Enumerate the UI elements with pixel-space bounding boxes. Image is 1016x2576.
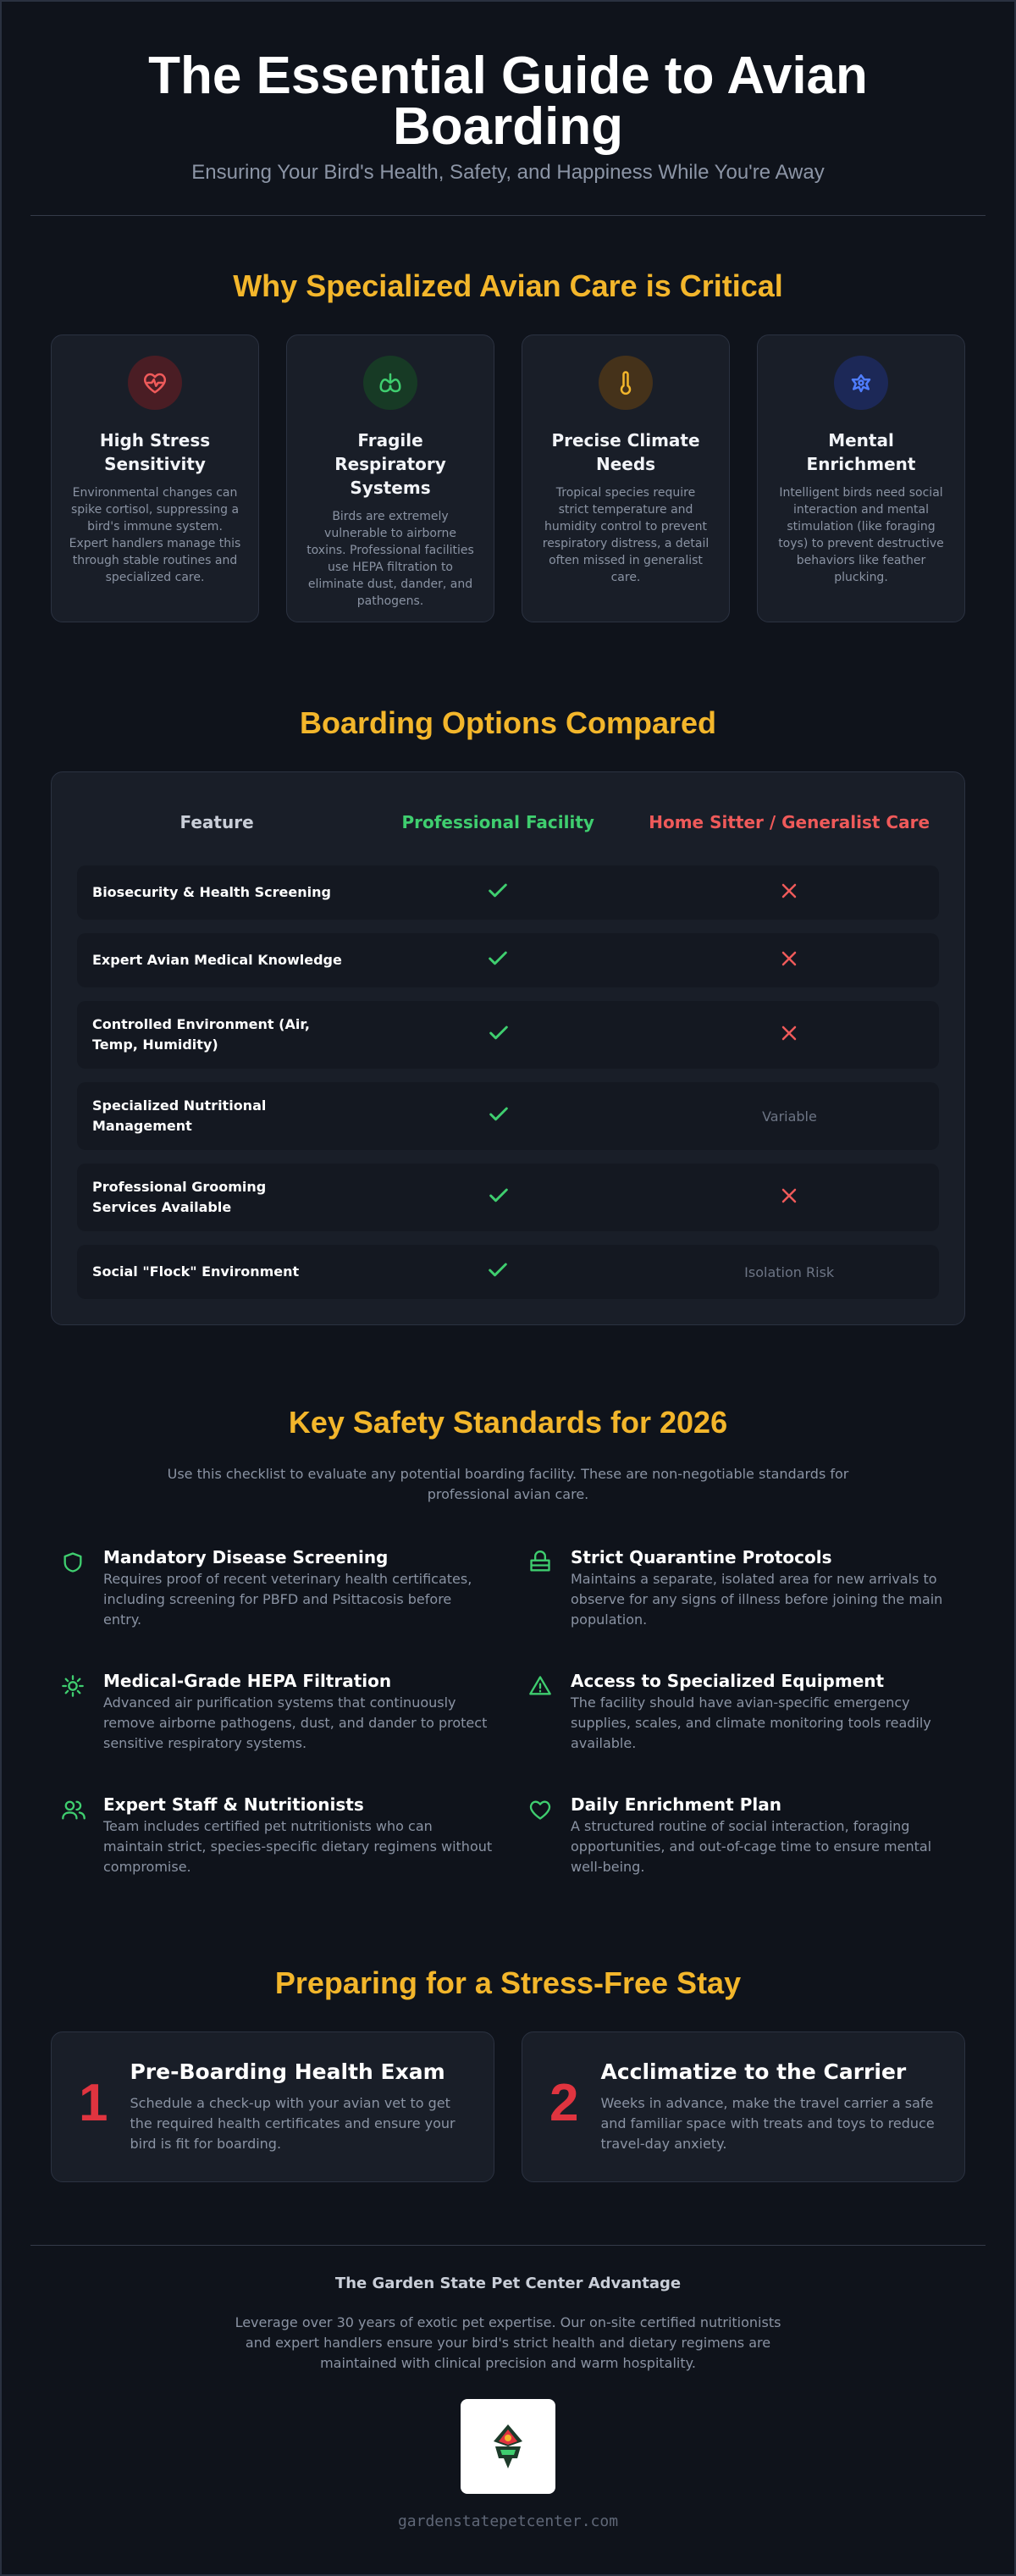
table-row — [77, 1164, 939, 1231]
page-title: The Essential Guide to Avian Boarding — [148, 47, 868, 156]
brain-icon — [834, 356, 888, 410]
safety-checklist — [61, 1547, 986, 1877]
step-number: 2 — [549, 2074, 579, 2132]
safety-intro: Use this checklist to evaluate any potential boarding facility. These are non-negotiable standards for professional avian care. — [167, 1466, 849, 1502]
divider — [30, 2245, 986, 2246]
check-icon — [487, 1184, 511, 1208]
row-label: Expert Avian Medical Knowledge — [92, 952, 342, 968]
table-row — [77, 1001, 939, 1069]
divider — [30, 215, 986, 216]
cross-icon — [779, 1186, 799, 1206]
heart-icon — [528, 1798, 552, 1821]
brand-logo — [461, 2399, 555, 2494]
step-card — [51, 2032, 494, 2182]
cross-icon — [779, 1023, 799, 1043]
comparison-table — [51, 771, 965, 1325]
check-icon — [487, 1103, 511, 1126]
check-icon — [487, 1021, 511, 1045]
standard-item — [528, 1794, 996, 1877]
row-label: Professional Grooming Services Available — [92, 1179, 267, 1215]
cross-icon — [779, 881, 799, 901]
card-text: Tropical species require strict temperature and humidity control to prevent respiratory distress, a detail often missed in generalist care. — [542, 486, 710, 584]
footer-title: The Garden State Pet Center Advantage — [334, 2275, 682, 2292]
step-text: Weeks in advance, make the travel carrier a safe and familiar space with treats and toys to reduce travel-day anxiety. — [600, 2095, 935, 2152]
card-high-stress — [51, 334, 259, 622]
standard-item — [528, 1547, 996, 1630]
prepare-section-title: Preparing for a Stress-Free Stay — [274, 1965, 742, 2000]
step-card — [522, 2032, 965, 2182]
card-text: Birds are extremely vulnerable to airborne toxins. Professional facilities use HEPA filtration to eliminate dust, dander, and pathogens. — [306, 510, 474, 608]
table-row — [77, 865, 939, 920]
card-climate — [522, 334, 730, 622]
row-label: Specialized Nutritional Management — [92, 1097, 267, 1134]
check-icon — [486, 1258, 510, 1282]
card-respiratory — [286, 334, 494, 622]
standard-item — [61, 1794, 528, 1877]
standard-title: Mandatory Disease Screening — [103, 1547, 389, 1567]
heart-pulse-icon — [128, 356, 182, 410]
header — [30, 0, 986, 185]
standard-item — [61, 1547, 528, 1630]
standard-item — [528, 1671, 996, 1754]
why-section-title: Why Specialized Avian Care is Critical — [233, 268, 783, 303]
page-subtitle: Ensuring Your Bird's Health, Safety, and Happiness While You're Away — [191, 161, 825, 184]
header-feature: Feature — [179, 812, 254, 832]
step-number: 1 — [79, 2074, 108, 2132]
table-header — [77, 793, 939, 852]
standard-text: A structured routine of social interaction, foraging opportunities, and out-of-cage time to ensure mental well-being. — [571, 1818, 932, 1875]
thermometer-icon — [599, 356, 653, 410]
basket-icon — [528, 1551, 552, 1574]
cross-icon — [779, 948, 799, 969]
table-row — [77, 1082, 939, 1150]
header-home: Home Sitter / Generalist Care — [649, 812, 930, 832]
card-enrichment — [757, 334, 965, 622]
check-icon — [486, 879, 510, 903]
standard-text: Requires proof of recent veterinary health certificates, including screening for PBFD and Psittacosis before entry. — [103, 1571, 472, 1628]
footer-url[interactable]: gardenstatepetcenter.com — [397, 2512, 619, 2530]
warning-icon — [528, 1674, 552, 1698]
step-title: Acclimatize to the Carrier — [600, 2059, 907, 2084]
table-row — [77, 1245, 939, 1299]
users-icon — [61, 1798, 86, 1821]
standard-title: Expert Staff & Nutritionists — [103, 1794, 364, 1815]
card-text: Environmental changes can spike cortisol, suppressing a bird's immune system. Expert handlers manage this through stable routines and specialized care. — [69, 486, 241, 584]
page-content — [30, 0, 986, 2530]
standard-title: Medical-Grade HEPA Filtration — [103, 1671, 392, 1691]
shield-icon — [61, 1551, 85, 1574]
standard-title: Strict Quarantine Protocols — [571, 1547, 832, 1567]
header-professional: Professional Facility — [401, 812, 594, 832]
standard-text: Advanced air purification systems that continuously remove airborne pathogens, dust, and dander to protect sensitive respiratory systems. — [103, 1694, 488, 1751]
standard-text: Team includes certified pet nutritionists who can maintain strict, species-specific dietary regimens without compromise. — [103, 1818, 493, 1875]
table-row — [77, 933, 939, 987]
standard-text: The facility should have avian-specific emergency supplies, scales, and climate monitoring tools readily available. — [571, 1694, 931, 1751]
lungs-icon — [363, 356, 417, 410]
card-title: High Stress Sensitivity — [99, 430, 211, 474]
step-text: Schedule a check-up with your avian vet to get the required health certificates and ensure your bird is fit for boarding. — [130, 2095, 456, 2152]
row-label: Controlled Environment (Air, Temp, Humidity) — [92, 1016, 310, 1053]
step-title: Pre-Boarding Health Exam — [130, 2059, 445, 2084]
standard-title: Daily Enrichment Plan — [571, 1794, 781, 1815]
card-title: Fragile Respiratory Systems — [334, 430, 446, 498]
row-label: Biosecurity & Health Screening — [92, 884, 331, 900]
compare-section-title: Boarding Options Compared — [299, 705, 716, 740]
card-title: Precise Climate Needs — [551, 430, 700, 474]
why-cards — [51, 334, 965, 622]
standard-text: Maintains a separate, isolated area for new arrivals to observe for any signs of illness before joining the main population. — [571, 1571, 943, 1628]
standard-item — [61, 1671, 528, 1754]
home-value: Variable — [762, 1108, 817, 1125]
row-label: Social "Flock" Environment — [92, 1263, 300, 1280]
home-value: Isolation Risk — [744, 1263, 835, 1280]
safety-section-title: Key Safety Standards for 2026 — [288, 1405, 728, 1440]
card-title: Mental Enrichment — [806, 430, 916, 474]
footer-text: Leverage over 30 years of exotic pet expertise. Our on-site certified nutritionists and expert handlers ensure your bird's strict health and dietary regimens are maintained with clinical precision and warm hospitality. — [235, 2314, 781, 2371]
sun-filter-icon — [61, 1674, 85, 1698]
prepare-steps — [51, 2032, 965, 2182]
card-text: Intelligent birds need social interaction and mental stimulation (like foraging toys) to prevent destructive behaviors like feather plucking. — [778, 486, 944, 584]
standard-title: Access to Specialized Equipment — [571, 1671, 885, 1691]
check-icon — [486, 947, 510, 970]
